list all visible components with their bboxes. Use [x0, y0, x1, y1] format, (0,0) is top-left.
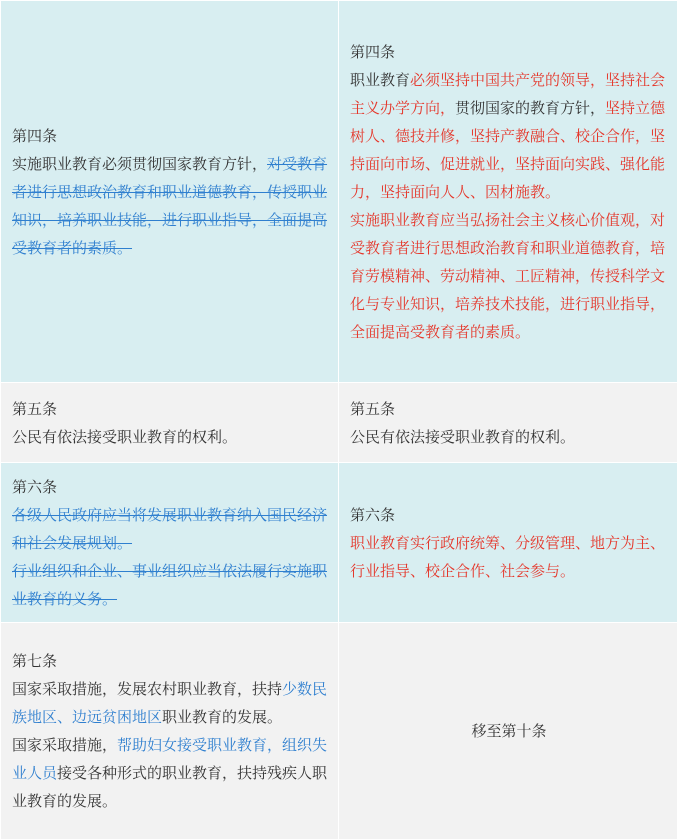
moved-note: 移至第十条: [471, 722, 546, 740]
new-article-5-title: 第五条: [350, 395, 668, 423]
old-article-6-deleted-1: 各级人民政府应当将发展职业教育纳入国民经济和社会发展规划。: [12, 501, 328, 557]
new-article-5-cell: [339, 383, 677, 463]
new-article-4-title: 第四条: [350, 38, 668, 66]
old-article-7-cell: [1, 623, 339, 840]
table-row-article-6: [1, 463, 677, 623]
new-article-4-para-2: 实施职业教育应当弘扬社会主义核心价值观，对受教育者进行思想政治教育和职业道德教育，培育劳模精神、劳动精神、工匠精神，传授科学文化与专业知识，培养技术技能，进行职业指导，全面提高受教育者的素质。: [350, 206, 668, 346]
old-article-4-cell: [1, 1, 339, 383]
new-article-4-plain-1: 职业教育: [350, 71, 410, 89]
old-article-4-title: 第四条: [12, 122, 328, 150]
new-article-4-added-1: 必须坚持中国共产党的领导，坚持社会主义办学方向，: [350, 71, 665, 117]
old-article-7-para-2: [12, 731, 328, 815]
old-article-7-plain-4: 接受各种形式的职业教育，扶持残疾人职业教育的发展。: [12, 764, 327, 810]
old-article-6-title: 第六条: [12, 473, 328, 501]
old-article-7-para-1: [12, 675, 328, 731]
old-article-5-cell: [1, 383, 339, 463]
old-article-5-text: 公民有依法接受职业教育的权利。: [12, 423, 328, 451]
old-article-4-plain: 实施职业教育必须贯彻国家教育方针，: [12, 155, 267, 173]
new-article-4-plain-2: 贯彻国家的教育方针，: [455, 99, 605, 117]
old-article-7-changed-1: 少数民族地区、边远贫困地区: [12, 680, 327, 726]
table-row-article-5: [1, 383, 677, 463]
new-article-5-text: 公民有依法接受职业教育的权利。: [350, 423, 668, 451]
new-article-7-cell: [339, 623, 677, 840]
new-article-6-text: 职业教育实行政府统筹、分级管理、地方为主、行业指导、校企合作、社会参与。: [350, 529, 668, 585]
old-article-7-title: 第七条: [12, 647, 328, 675]
old-article-7-plain-2: 职业教育的发展。: [162, 708, 282, 726]
new-article-4-para-1: [350, 66, 668, 206]
old-article-6-cell: [1, 463, 339, 623]
old-article-4-deleted: 对受教育者进行思想政治教育和职业道德教育，传授职业知识，培养职业技能，进行职业指导，全面提高受教育者的素质。: [12, 155, 327, 257]
old-article-7-changed-2: 帮助妇女接受职业教育，组织失业人员: [12, 736, 327, 782]
old-article-7-plain-3: 国家采取措施，: [12, 736, 117, 754]
new-article-6-cell: [339, 463, 677, 623]
table-row-article-7: [1, 623, 677, 840]
new-article-4-cell: [339, 1, 677, 383]
table-row-article-4: [1, 1, 677, 383]
old-article-5-title: 第五条: [12, 395, 328, 423]
old-article-4-text: [12, 150, 328, 262]
old-article-6-deleted-2: 行业组织和企业、事业组织应当依法履行实施职业教育的义务。: [12, 557, 328, 613]
new-article-4-added-2: 坚持立德树人、德技并修，坚持产教融合、校企合作，坚持面向市场、促进就业，坚持面向实践、强化能力，坚持面向人人、因材施教。: [350, 99, 665, 201]
new-article-6-title: 第六条: [350, 501, 668, 529]
old-article-7-plain-1: 国家采取措施，发展农村职业教育，扶持: [12, 680, 282, 698]
